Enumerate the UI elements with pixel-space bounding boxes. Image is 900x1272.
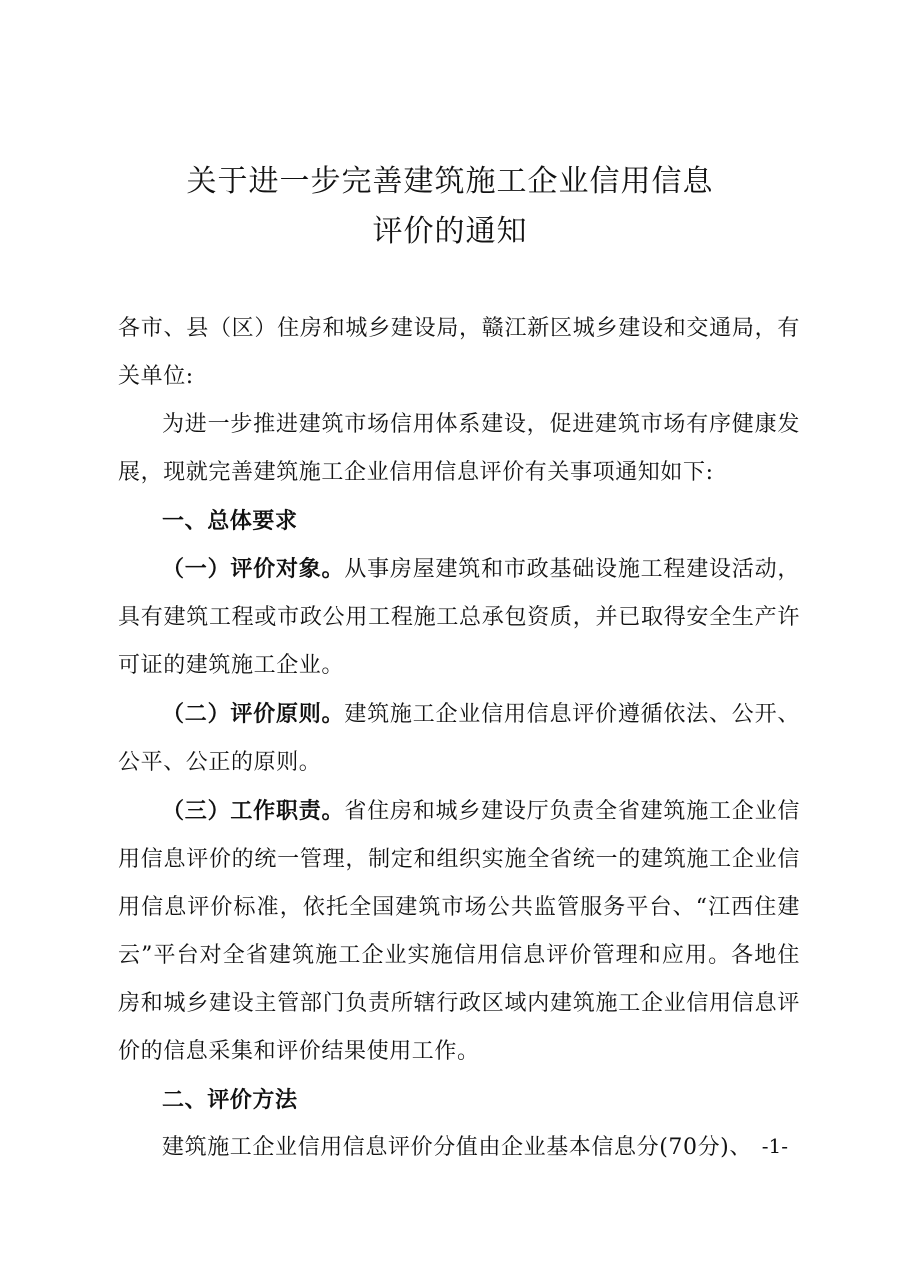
section-1-heading: 一、总体要求 xyxy=(162,508,298,534)
item-2-lead: （二）评价原则。 xyxy=(162,701,345,727)
item-2-text: 建筑施工企业信用信息评价遵循依法、公开、公平、公正的原则。 xyxy=(118,702,800,775)
item-3-text: 省住房和城乡建设厅负责全省建筑施工企业信用信息评价的统一管理，制定和组织实施全省统一的建筑施工企业信用信息评价标准，依托全国建筑市场公共监管服务平台、“江西住建云”平台对全省建筑施工企业实施信用信息评价管理和应用。各地住房和城乡建设主管部门负责所辖行政区域内建筑施工企业信用信息评价的信息采集和评价结果使用工作。 xyxy=(118,799,800,1064)
item-3-paragraph xyxy=(118,787,800,1076)
item-1-paragraph xyxy=(118,545,800,690)
intro-paragraph: 为进一步推进建筑市场信用体系建设，促进建筑市场有序健康发展，现就完善建筑施工企业信用信息评价有关事项通知如下: xyxy=(118,412,800,485)
document-title-line-1: 关于进一步完善建筑施工企业信用信息 xyxy=(186,164,714,199)
page-number: -1- xyxy=(761,1134,788,1158)
section-2-paragraph: 建筑施工企业信用信息评价分值由企业基本信息分(70分)、 xyxy=(162,1135,752,1160)
addressee-paragraph: 各市、县（区）住房和城乡建设局，赣江新区城乡建设和交通局，有关单位: xyxy=(118,316,800,389)
document-title-line-2: 评价的通知 xyxy=(372,214,528,249)
document-body xyxy=(118,305,800,1172)
item-2-paragraph xyxy=(118,690,800,787)
section-2-heading: 二、评价方法 xyxy=(162,1087,298,1113)
item-1-lead: （一）评价对象。 xyxy=(162,556,345,582)
item-3-lead: （三）工作职责。 xyxy=(162,798,345,824)
item-1-text: 从事房屋建筑和市政基础设施工程建设活动，具有建筑工程或市政公用工程施工总承包资质，并已取得安全生产许可证的建筑施工企业。 xyxy=(118,557,800,678)
